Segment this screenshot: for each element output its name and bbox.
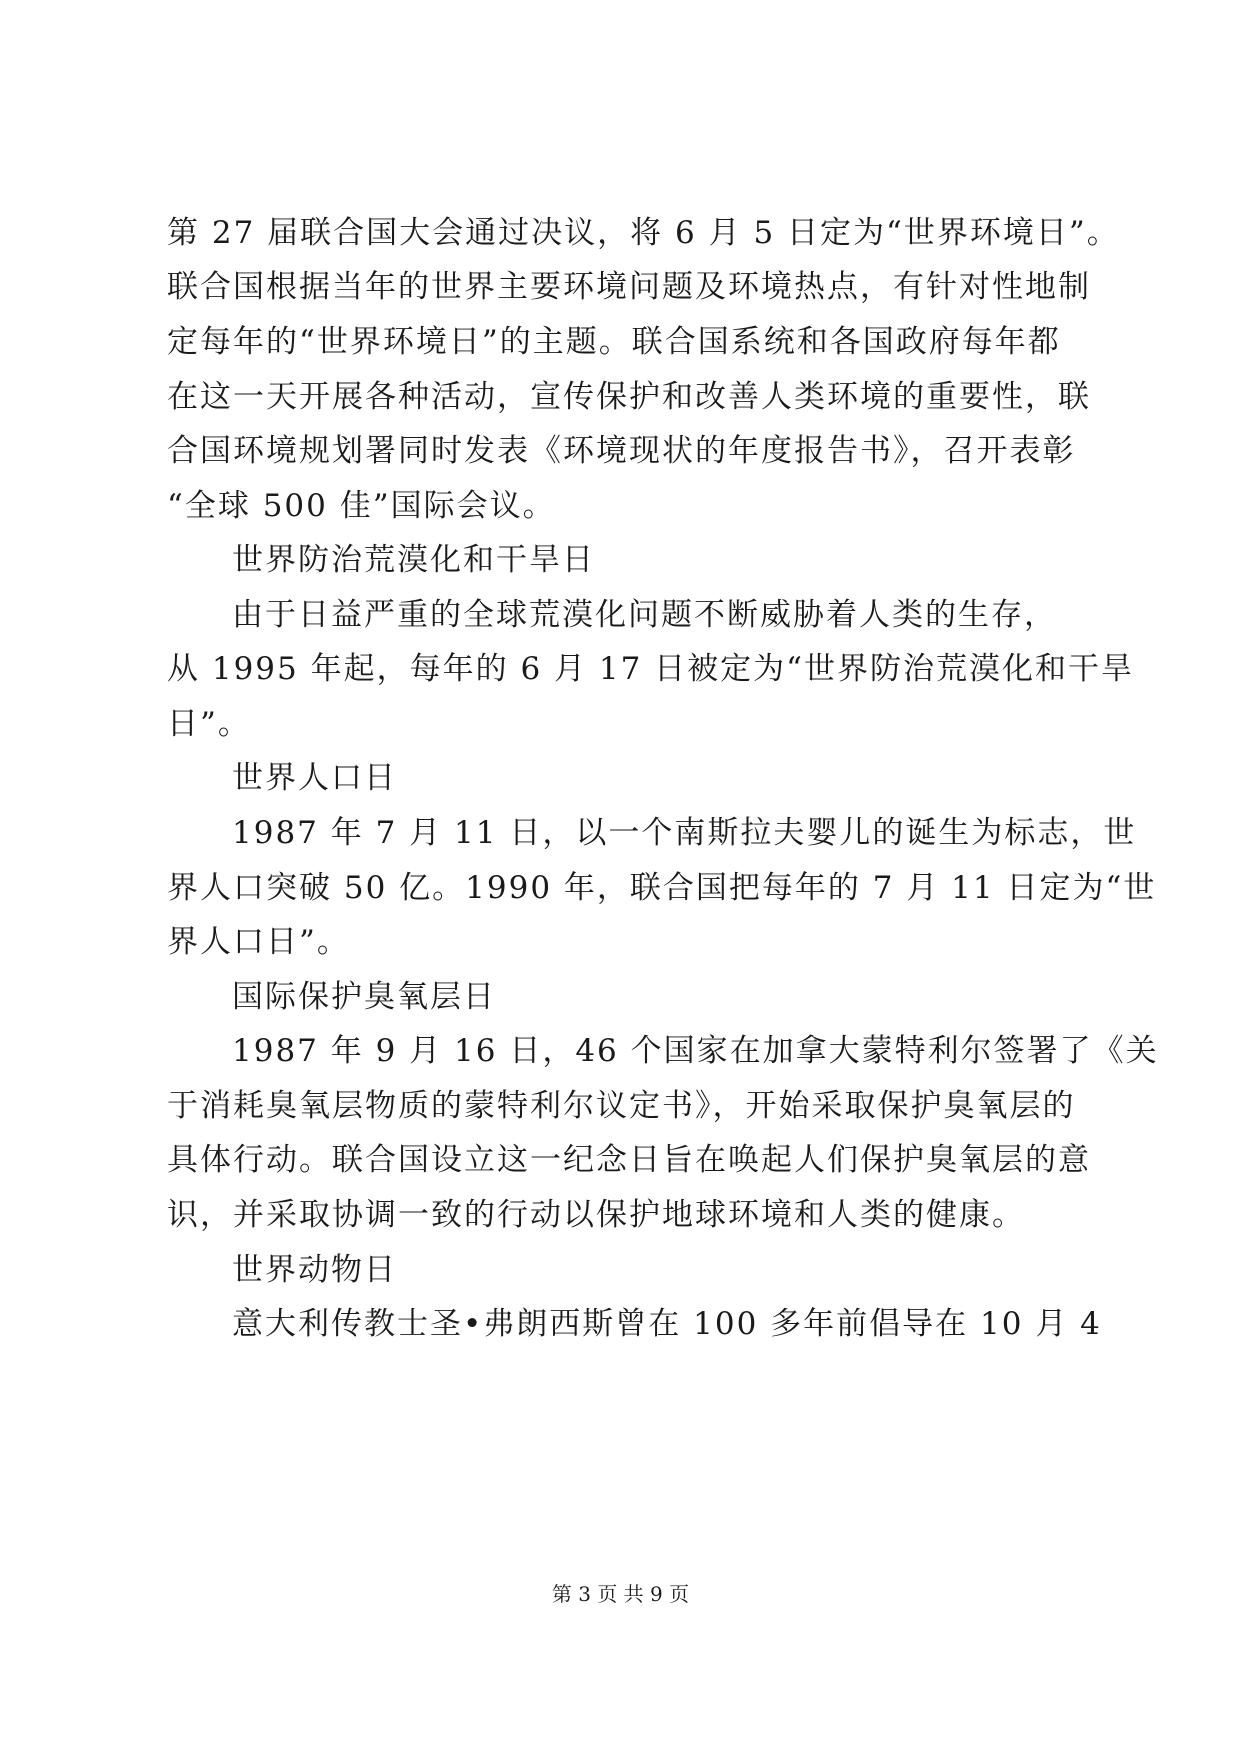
body-line: 由于日益严重的全球荒漠化问题不断威胁着人类的生存， — [232, 597, 1057, 633]
body-line: 合国环境规划署同时发表《环境现状的年度报告书》，召开表彰 — [167, 433, 1076, 469]
body-line: 于消耗臭氧层物质的蒙特利尔议定书》，开始采取保护臭氧层的 — [167, 1088, 1076, 1124]
section-heading: 国际保护臭氧层日 — [232, 979, 496, 1015]
body-line: 1987 年 7 月 11 日，以一个南斯拉夫婴儿的诞生为标志，世 — [232, 815, 1137, 851]
body-line: 具体行动。联合国设立这一纪念日旨在唤起人们保护臭氧层的意 — [167, 1142, 1091, 1178]
section-heading: 世界人口日 — [232, 760, 397, 796]
section-heading: 世界动物日 — [232, 1252, 397, 1288]
body-line: “全球 500 佳”国际会议。 — [167, 488, 556, 524]
body-line: 界人口日”。 — [167, 924, 350, 960]
body-line: 日”。 — [167, 706, 251, 742]
section-heading: 世界防治荒漠化和干旱日 — [232, 542, 595, 578]
body-line: 意大利传教士圣•弗朗西斯曾在 100 多年前倡导在 10 月 4 — [232, 1306, 1102, 1342]
page-number-footer: 第 3 页 共 9 页 — [551, 1582, 690, 1606]
body-line: 从 1995 年起，每年的 6 月 17 日被定为“世界防治荒漠化和干旱 — [167, 651, 1135, 687]
body-line: 界人口突破 50 亿。1990 年，联合国把每年的 7 月 11 日定为“世 — [167, 870, 1157, 906]
body-line: 联合国根据当年的世界主要环境问题及环境热点，有针对性地制 — [167, 269, 1091, 305]
body-line: 识，并采取协调一致的行动以保护地球环境和人类的健康。 — [167, 1197, 1025, 1233]
body-line: 1987 年 9 月 16 日，46 个国家在加拿大蒙特利尔签署了《关 — [232, 1033, 1159, 1069]
body-line: 定每年的“世界环境日”的主题。联合国系统和各国政府每年都 — [167, 324, 1061, 360]
body-line: 第 27 届联合国大会通过决议，将 6 月 5 日定为“世界环境日”。 — [167, 215, 1120, 251]
body-line: 在这一天开展各种活动，宣传保护和改善人类环境的重要性，联 — [167, 379, 1091, 415]
